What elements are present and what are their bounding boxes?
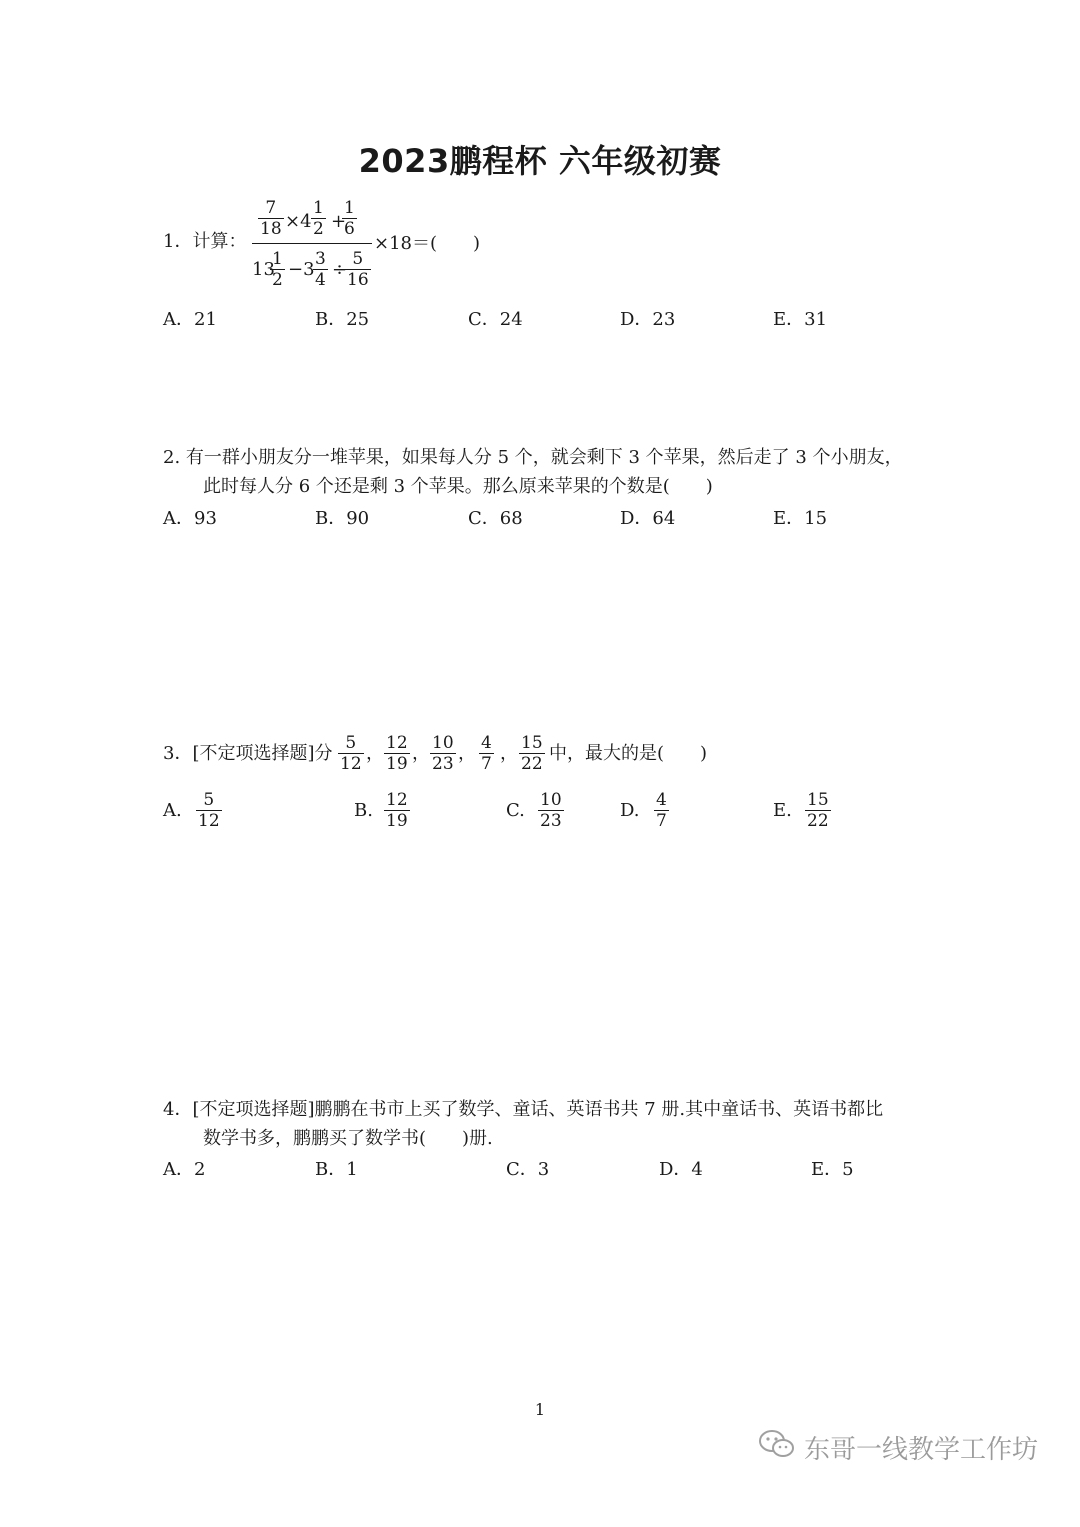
q2-option-c[interactable]: C．68 (468, 508, 523, 529)
q1-tail: ×18＝( ) (374, 233, 481, 254)
page-title: 2023鹏程杯 六年级初赛 (358, 142, 722, 180)
q3-prefix: 3．[不定项选择题]分 (163, 743, 333, 764)
q3-option-c-letter: C. (506, 800, 525, 821)
q3-comma-2: ， (412, 743, 430, 764)
q1-option-b[interactable]: B．25 (315, 309, 370, 330)
q1-minus-3: −3 (288, 259, 315, 280)
q3-comma-1: ， (366, 743, 384, 764)
q4-option-e[interactable]: E．5 (811, 1159, 854, 1180)
q1-frac-1-2: 1 2 (313, 198, 324, 239)
q3-option-b-frac: 12 19 (386, 790, 408, 831)
q3-option-a-letter: A. (163, 800, 182, 821)
q3-option-e-letter: E. (773, 800, 792, 821)
q1-main-fraction-bar (252, 243, 372, 244)
q1-frac-1-2b: 1 2 (272, 249, 283, 290)
q3-option-b-letter: B. (354, 800, 373, 821)
q1-option-c[interactable]: C．24 (468, 309, 523, 330)
q1-option-e[interactable]: E．31 (773, 309, 828, 330)
q4-option-d[interactable]: D．4 (659, 1159, 703, 1180)
q2-option-a[interactable]: A．93 (163, 508, 217, 529)
watermark (758, 1428, 1038, 1467)
q2-option-b[interactable]: B．90 (315, 508, 370, 529)
q2-line-2: 此时每人分 6 个还是剩 3 个苹果。那么原来苹果的个数是( ) (203, 476, 713, 497)
q4-option-b[interactable]: B．1 (315, 1159, 358, 1180)
q2-option-d[interactable]: D．64 (620, 508, 676, 529)
q2-line-1: 2. 有一群小朋友分一堆苹果，如果每人分 5 个，就会剩下 3 个苹果，然后走了 3 个小朋友， (163, 447, 903, 468)
q2-option-e[interactable]: E．15 (773, 508, 828, 529)
q1-frac-5-16: 5 16 (347, 249, 369, 290)
q3-option-c-frac: 10 23 (540, 790, 562, 831)
q3-frac-10-23: 10 23 (432, 733, 454, 774)
q1-times-4: ×4 (285, 211, 312, 232)
q4-option-c[interactable]: C．3 (506, 1159, 550, 1180)
q1-frac-3-4: 3 4 (315, 249, 326, 290)
q3-comma-3: ， (458, 743, 476, 764)
q3-frac-15-22: 15 22 (521, 733, 543, 774)
q3-frac-4-7: 4 7 (481, 733, 492, 774)
q4-option-a[interactable]: A．2 (163, 1159, 206, 1180)
wechat-icon (758, 1428, 804, 1467)
q3-option-e-frac: 15 22 (807, 790, 829, 831)
q1-frac-1-6: 1 6 (344, 198, 355, 239)
q3-option-d-frac: 4 7 (656, 790, 667, 831)
q3-suffix: 中，最大的是( ) (549, 743, 708, 764)
q1-option-a[interactable]: A．21 (163, 309, 217, 330)
q1-frac-7-18: 7 18 (260, 198, 282, 239)
q3-frac-12-19: 12 19 (386, 733, 408, 774)
q3-frac-5-12: 5 12 (340, 733, 362, 774)
watermark-text: 东哥一线教学工作坊 (804, 1435, 1039, 1465)
page-number: 1 (534, 1400, 546, 1419)
q4-line-1: 4．[不定项选择题]鹏鹏在书市上买了数学、童话、英语书共 7 册.其中童话书、英语书都比 (163, 1099, 884, 1120)
q1-plus: + (331, 211, 347, 232)
q1-prefix: 1．计算： (163, 231, 247, 252)
q4-line-2: 数学书多，鹏鹏买了数学书( )册. (203, 1128, 493, 1149)
q3-comma-4: ， (500, 743, 518, 764)
q3-option-d-letter: D. (620, 800, 640, 821)
q1-div: ÷ (332, 259, 348, 280)
q1-option-d[interactable]: D．23 (620, 309, 676, 330)
q3-option-a-frac: 5 12 (198, 790, 220, 831)
q1-whole-13: 13 (252, 259, 275, 280)
